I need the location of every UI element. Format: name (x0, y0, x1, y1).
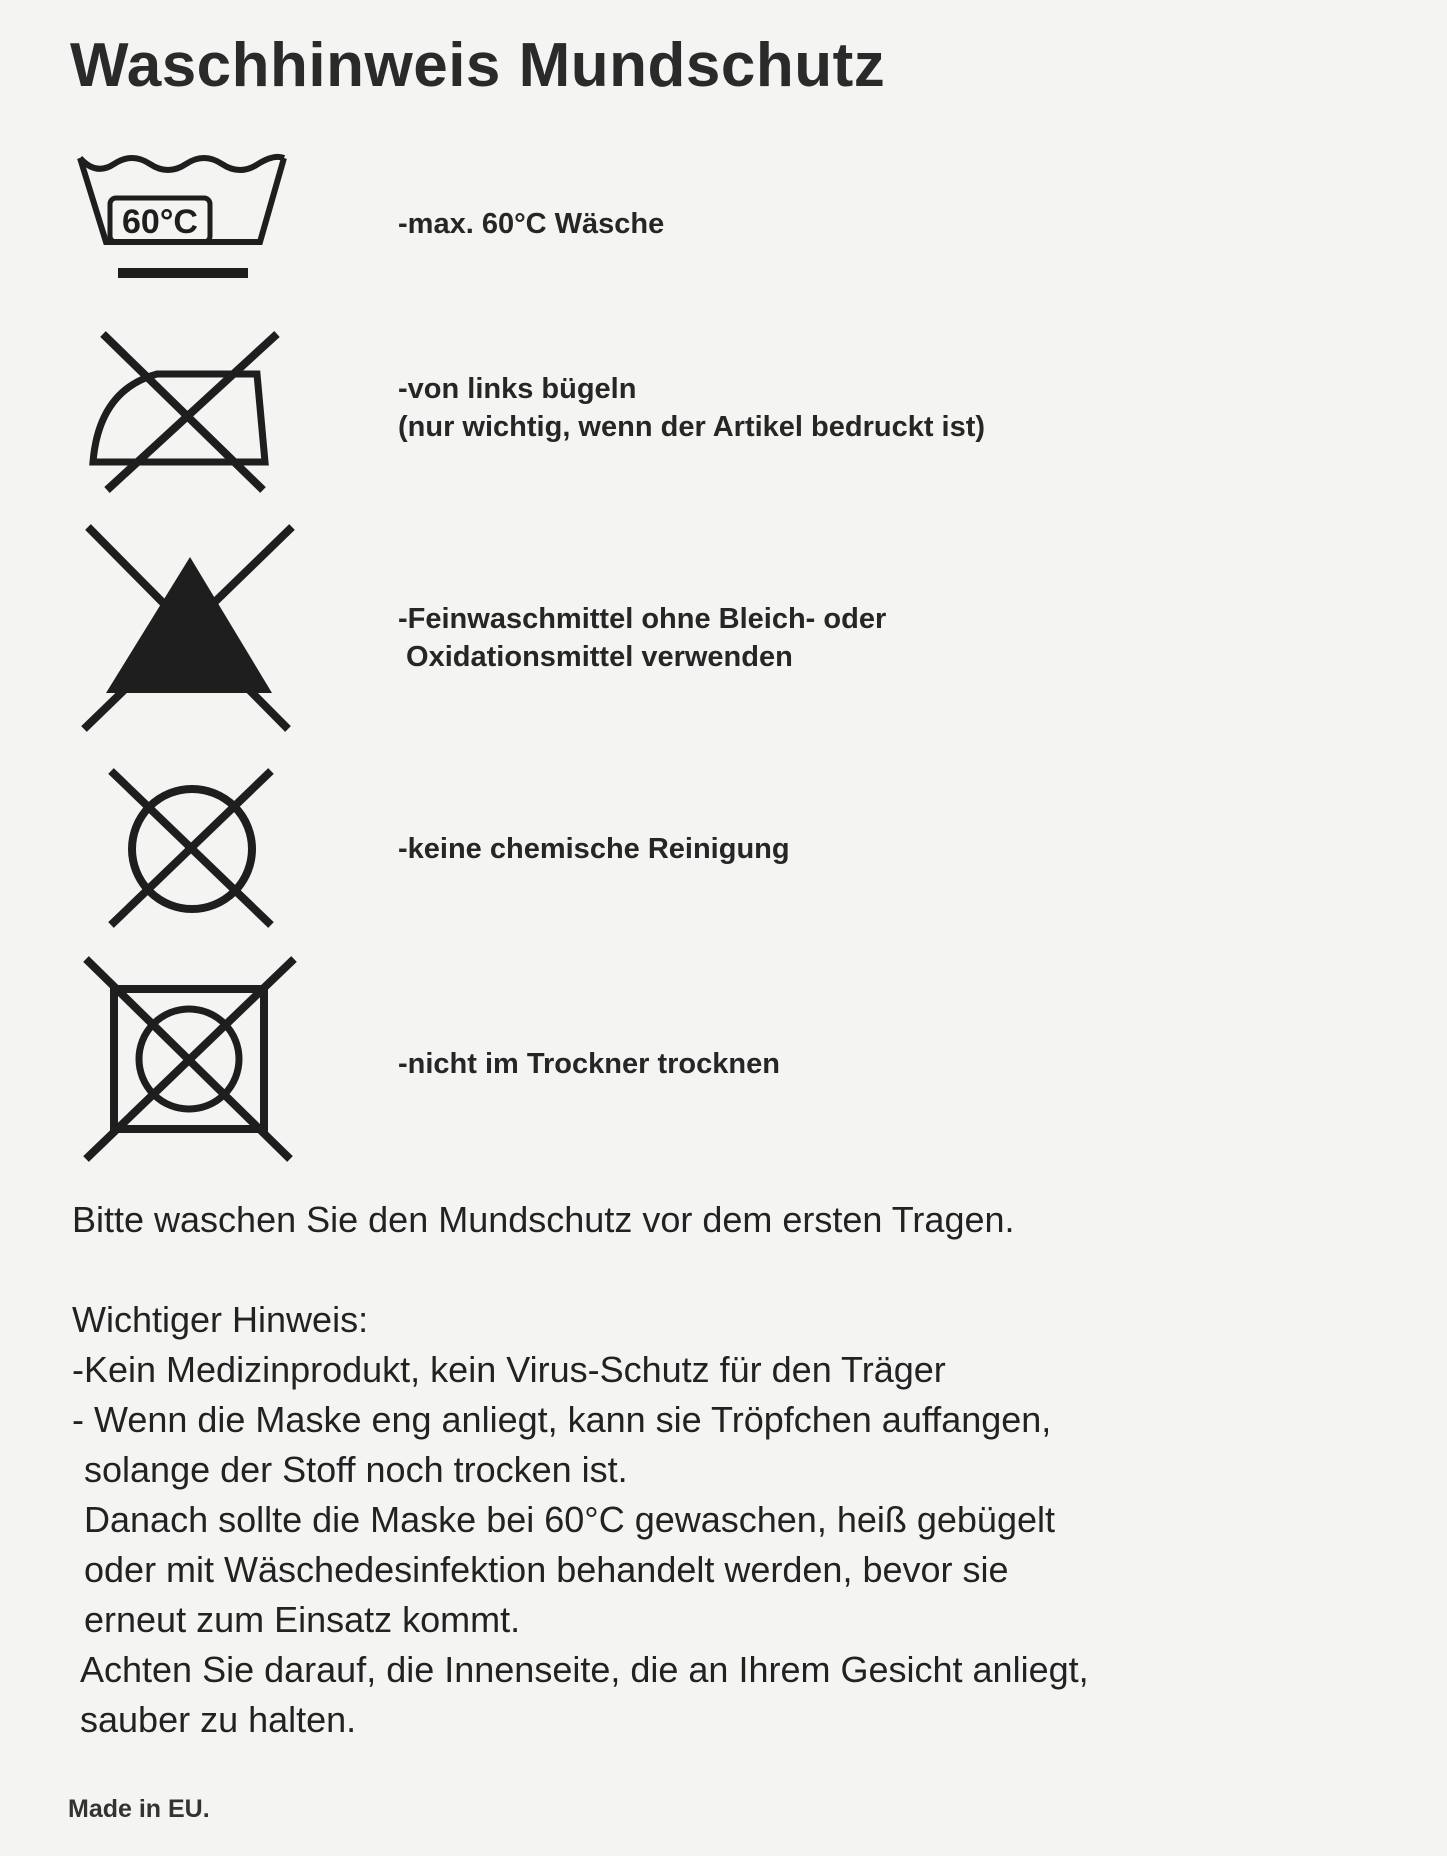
wash-60-icon (78, 150, 288, 285)
no-bleach-icon (80, 525, 300, 735)
notice-line: sauber zu halten. (80, 1699, 357, 1740)
wash-before-use-note (72, 1195, 1015, 1245)
care-line: -keine chemische Reinigung (398, 833, 790, 865)
care-text-wash (398, 205, 664, 243)
care-line: (nur wichtig, wenn der Artikel bedruckt ist) (398, 411, 986, 443)
notice-line: - Wenn die Maske eng anliegt, kann sie Tröpfchen auffangen, (72, 1399, 1052, 1440)
made-in-label: Made in EU. (68, 1795, 210, 1823)
notice-line: erneut zum Einsatz kommt. (84, 1599, 521, 1640)
notice-line: oder mit Wäschedesinfektion behandelt werden, bevor sie (84, 1549, 1009, 1590)
care-line: Oxidationsmittel verwenden (398, 641, 793, 673)
no-tumble-dry-icon (80, 955, 300, 1165)
notice-line: -Kein Medizinprodukt, kein Virus-Schutz für den Träger (72, 1349, 946, 1390)
care-text-bleach (398, 600, 886, 676)
notice-line: Achten Sie darauf, die Innenseite, die an Ihrem Gesicht anliegt, (80, 1649, 1089, 1690)
page-title: Waschhinweis Mundschutz (70, 31, 886, 100)
notice-heading: Wichtiger Hinweis: (72, 1299, 369, 1340)
notice-line: Danach sollte die Maske bei 60°C gewaschen, heiß gebügelt (84, 1499, 1055, 1540)
no-iron-icon (85, 330, 295, 495)
no-dry-clean-icon (105, 765, 280, 930)
wash-before-use-text: Bitte waschen Sie den Mundschutz vor dem ersten Tragen. (72, 1199, 1015, 1240)
care-text-dry-clean (398, 830, 790, 868)
care-text-tumble (398, 1045, 780, 1083)
important-notice (72, 1295, 1089, 1745)
care-line: -nicht im Trockner trocknen (398, 1048, 780, 1080)
care-line: -von links bügeln (398, 373, 637, 405)
notice-line: solange der Stoff noch trocken ist. (84, 1449, 628, 1490)
care-line: -max. 60°C Wäsche (398, 208, 665, 240)
care-text-iron (398, 370, 985, 446)
care-line: -Feinwaschmittel ohne Bleich- oder (398, 603, 887, 635)
wash-temp-label: 60°C (122, 203, 198, 241)
